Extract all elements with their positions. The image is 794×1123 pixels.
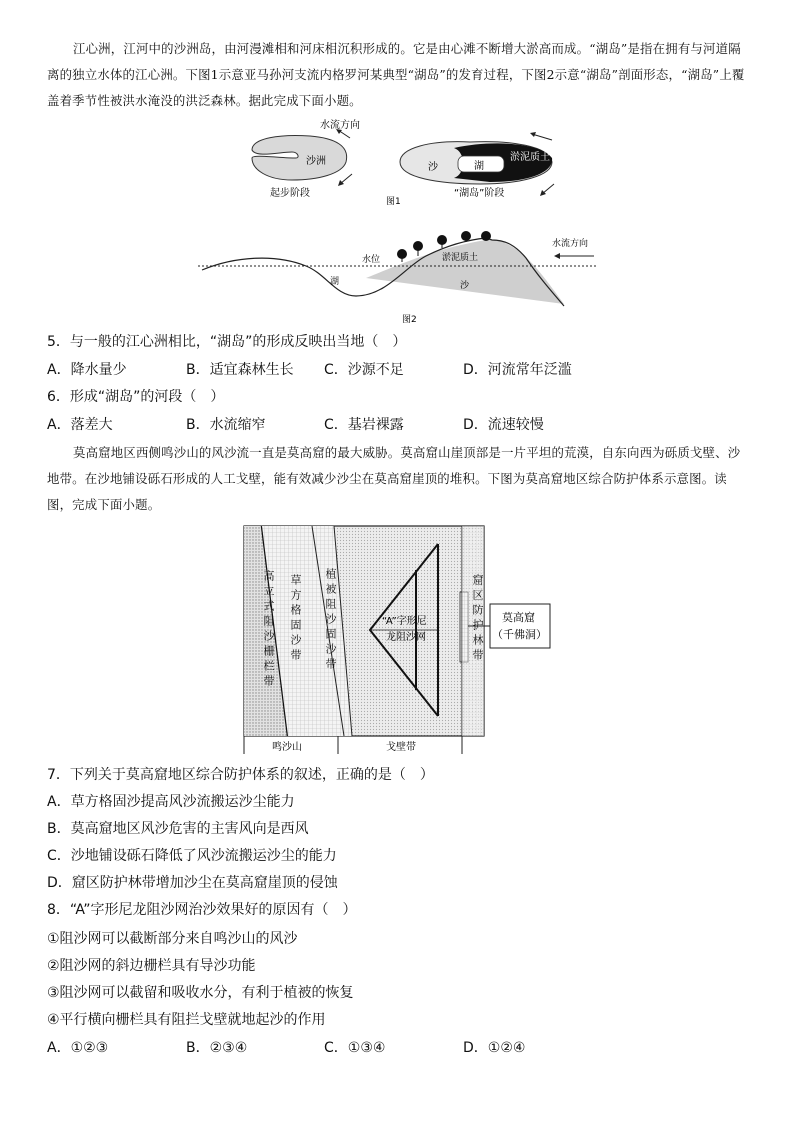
band-forest-label: 窟区防护林带 (471, 574, 484, 664)
q6-option-b[interactable]: B．水流缩窄 (186, 417, 266, 433)
lake-label: 湖 (330, 277, 340, 287)
q6-option-a[interactable]: A．落差大 (47, 417, 113, 433)
stage1-label: 起步阶段 (270, 188, 310, 199)
stage2-label: “湖岛”阶段 (454, 188, 505, 199)
band-vegetation-label: 植被阻沙固沙带 (324, 568, 337, 673)
figure-2-lake-island-profile (196, 226, 600, 326)
q5-option-c[interactable]: C．沙源不足 (324, 362, 404, 378)
sand-label: 沙 (428, 162, 438, 173)
figure-1-caption: 图1 (386, 197, 401, 207)
q7-option-b[interactable]: B．莫高窟地区风沙危害的主害风向是西风 (47, 821, 309, 837)
question-8-stem: 8．“A”字形尼龙阻沙网治沙效果好的原因有（ ） (47, 902, 357, 918)
q6-option-d[interactable]: D．流速较慢 (463, 417, 544, 433)
q8-option-a[interactable]: A．①②③ (47, 1040, 109, 1056)
mogao-label: 莫高窟 (502, 611, 535, 624)
sand-label: 沙 (460, 281, 470, 291)
q5-option-a[interactable]: A．降水量少 (47, 362, 127, 378)
flow-direction-label: 水流方向 (320, 120, 360, 131)
q8-statement-3: ③阻沙网可以截留和吸收水分，有利于植被的恢复 (47, 985, 354, 1001)
q7-option-a[interactable]: A．草方格固沙提高风沙流搬运沙尘能力 (47, 794, 295, 810)
mingsha-mountain-label: 鸣沙山 (272, 742, 302, 753)
figure-1-lake-island-development (240, 118, 570, 210)
gobi-belt-label: 戈壁带 (386, 742, 416, 753)
q8-option-d[interactable]: D．①②④ (463, 1040, 526, 1056)
q6-option-c[interactable]: C．基岩裸露 (324, 417, 404, 433)
sand-body (366, 240, 564, 304)
water-level-label: 水位 (362, 255, 381, 265)
band-grass-grid-label: 草方格固沙带 (289, 574, 302, 664)
q5-option-d[interactable]: D．河流常年泛滥 (463, 362, 572, 378)
sandbar-label: 沙洲 (306, 156, 326, 167)
silt-label: 淤泥质土 (510, 152, 550, 163)
question-6-stem: 6．形成“湖岛”的河段（ ） (47, 389, 225, 405)
passage-lake-island: 江心洲，江河中的沙洲岛，由河漫滩相和河床相沉积形成的。它是由心滩不断增大淤高而成。“湖岛”是指在拥有与河道隔离的独立水体的江心洲。下图1示意亚马孙河支流内格罗河某典型“湖岛”的发育过程，下图2示意“湖岛”剖面形态，“湖岛”上覆盖着季节性被洪水淹没的洪泛森林。据此完成下面小题。 (47, 41, 745, 108)
q8-statement-2: ②阻沙网的斜边栅栏具有导沙功能 (47, 958, 256, 974)
q8-option-c[interactable]: C．①③④ (324, 1040, 386, 1056)
silt-label: 淤泥质土 (442, 253, 479, 263)
figure-2-caption: 图2 (402, 315, 417, 325)
q7-option-c[interactable]: C．沙地铺设砾石降低了风沙流搬运沙尘的能力 (47, 848, 337, 864)
flow-direction-label: 水流方向 (552, 239, 589, 249)
net-label-line1: “A”字形尼 (382, 616, 427, 627)
question-5-stem: 5．与一般的江心洲相比，“湖岛”的形成反映出当地（ ） (47, 334, 407, 350)
q7-option-d[interactable]: D．窟区防护林带增加沙尘在莫高窟崖顶的侵蚀 (47, 875, 338, 891)
q8-option-b[interactable]: B．②③④ (186, 1040, 248, 1056)
question-7-stem: 7．下列关于莫高窟地区综合防护体系的叙述，正确的是（ ） (47, 767, 434, 783)
band-high-fence-label: 高立式阻沙栅栏带 (262, 570, 275, 690)
q8-statement-1: ①阻沙网可以截断部分来自鸣沙山的风沙 (47, 931, 298, 947)
q8-statement-4: ④平行横向栅栏具有阻拦戈壁就地起沙的作用 (47, 1012, 326, 1028)
thousand-buddha-label: （千佛洞） (492, 628, 547, 641)
sandbar-shape (252, 136, 347, 180)
q5-option-b[interactable]: B．适宜森林生长 (186, 362, 294, 378)
lake-label: 湖 (474, 161, 484, 172)
net-label-line2: 龙阻沙网 (386, 632, 426, 643)
passage-mogao-grottoes: 莫高窟地区西侧鸣沙山的风沙流一直是莫高窟的最大威胁。莫高窟山崖顶部是一片平坦的荒漠，自东向西为砾质戈壁、沙地带。在沙地铺设砾石形成的人工戈壁，能有效减少沙尘在莫高窟崖顶的堆积。下图为莫高窟地区综合防护体系示意图。读图，完成下面小题。 (47, 445, 741, 512)
